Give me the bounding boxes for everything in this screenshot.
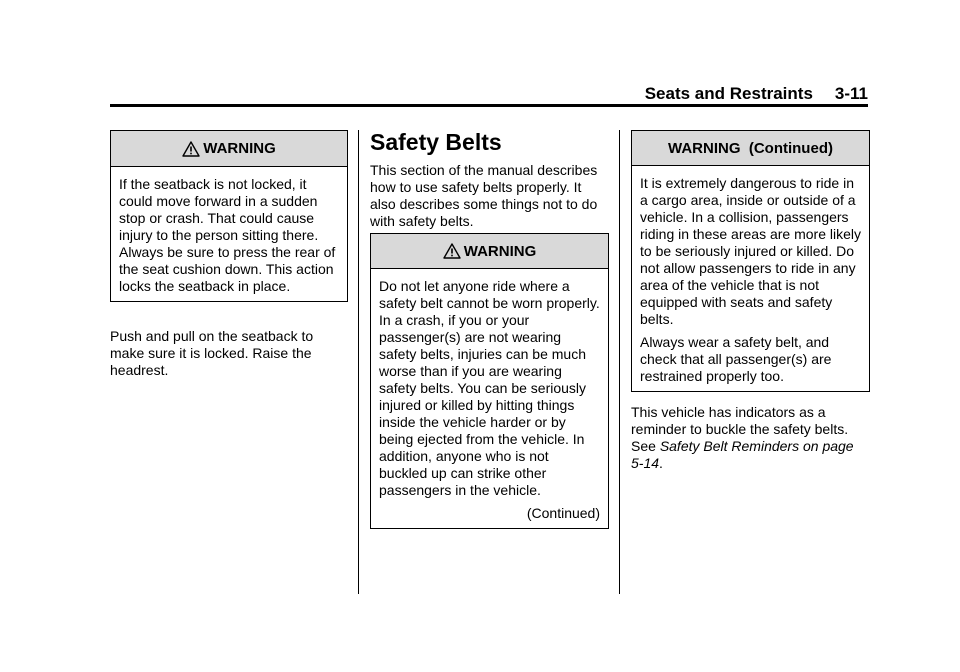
warning-body xyxy=(632,166,869,391)
warning-triangle-icon xyxy=(182,141,200,157)
column-1-text xyxy=(110,328,346,379)
seatback-paragraph: Push and pull on the seatback to make sure it is locked. Raise the headrest. xyxy=(110,328,314,378)
warning-header xyxy=(111,131,347,167)
warning-triangle-icon xyxy=(443,243,461,259)
section-title: Seats and Restraints xyxy=(644,84,813,103)
warning-title: WARNING (Continued) xyxy=(668,139,833,157)
column-divider-2 xyxy=(619,130,620,594)
reminder-text: This vehicle has indicators as a reminder to buckle the safety belts. See xyxy=(631,404,849,454)
seatback-warning-box xyxy=(110,130,348,302)
warning-text: Do not let anyone ride where a safety belt cannot be worn properly. In a crash, if you or your passenger(s) are not wearing safety belts, injuries can be much worse than if you are wearing safety belts. You can be seriously injured or killed by hitting things inside the vehicle harder or by being ejected from the vehicle. In addition, anyone who is not buckled up can strike other passengers in the vehicle. xyxy=(379,278,600,498)
warning-header xyxy=(371,234,608,269)
warning-header xyxy=(632,131,869,166)
continued-warning-box xyxy=(631,130,870,392)
column-divider-1 xyxy=(358,130,359,594)
intro-paragraph: This section of the manual describes how to use safety belts properly. It also describes some things not to do with safety belts. xyxy=(370,162,598,229)
column-2-intro xyxy=(370,162,608,230)
reminder-text-end: . xyxy=(659,455,663,471)
page-header xyxy=(110,84,868,104)
column-3-text xyxy=(631,404,868,472)
cross-reference-link[interactable]: Safety Belt Reminders on page 5-14 xyxy=(631,438,854,471)
warning-title: WARNING xyxy=(203,140,276,157)
header-rule xyxy=(110,104,868,107)
warning-text-1: It is extremely dangerous to ride in a cargo area, inside or outside of a vehicle. In a collision, passengers riding in these areas are more likely to be seriously injured or killed. Do not allow passengers to ride in any area of the vehicle that is not equipped with seats and safety belts. xyxy=(640,175,861,327)
reminder-paragraph xyxy=(631,404,868,472)
continued-label: (Continued) xyxy=(526,505,600,521)
warning-text-2: Always wear a safety belt, and check that all passenger(s) are restrained properly too. xyxy=(640,334,832,384)
warning-body xyxy=(111,167,347,301)
warning-body xyxy=(371,269,608,528)
safety-belt-warning-box xyxy=(370,233,609,529)
warning-text: If the seatback is not locked, it could move forward in a sudden stop or crash. That could cause injury to the person sitting there. Always be sure to press the rear of the seat cushion down. This action locks the seatback in place. xyxy=(119,176,336,294)
warning-title: WARNING xyxy=(463,242,537,260)
section-heading: Safety Belts xyxy=(370,129,502,155)
page-number: 3-11 xyxy=(834,84,868,103)
